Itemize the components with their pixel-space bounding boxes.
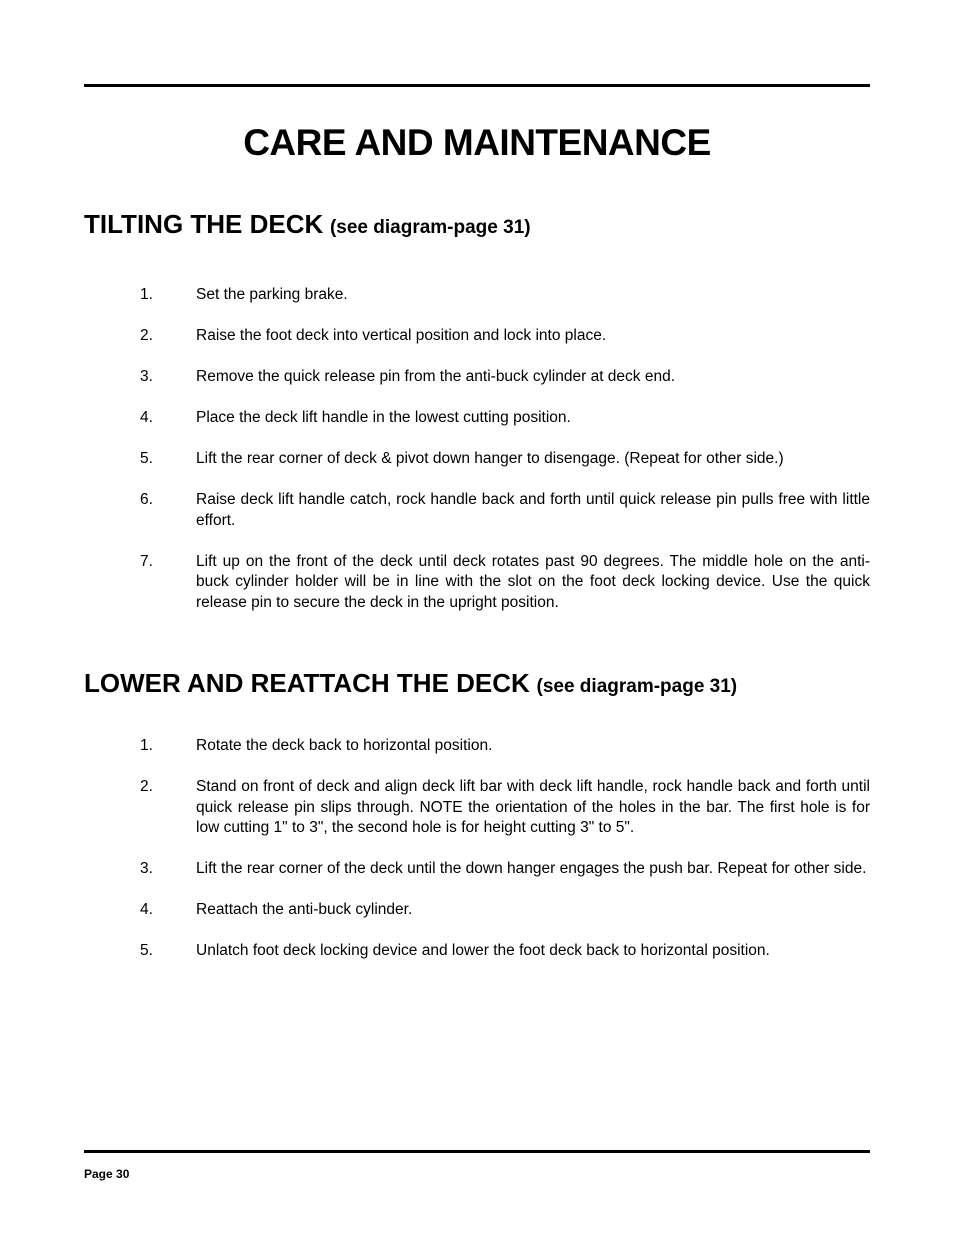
list-item [140,900,870,921]
list-item [140,941,870,962]
step-number: 4. [140,409,153,426]
section-title: TILTING THE DECK [84,209,324,239]
step-number: 4. [140,901,153,918]
tilting-steps-list [140,285,870,634]
step-number: 1. [140,286,153,303]
list-item [140,490,870,531]
list-item [140,285,870,306]
step-text: Remove the quick release pin from the anti-buck cylinder at deck end. [196,368,676,385]
step-text: Set the parking brake. [196,286,348,303]
step-number: 5. [140,942,153,959]
top-rule [84,84,870,87]
section-heading-lower-reattach [84,667,737,703]
list-item [140,859,870,880]
step-number: 3. [140,860,153,877]
section-subtitle: (see diagram-page 31) [536,676,738,697]
step-text: Rotate the deck back to horizontal position. [196,737,493,754]
step-text: Reattach the anti-buck cylinder. [196,901,413,918]
list-item [140,777,870,839]
page-title: CARE AND MAINTENANCE [243,122,711,163]
step-number: 7. [140,552,153,570]
reattach-steps-list [140,736,870,982]
step-number: 3. [140,368,153,385]
step-number: 2. [140,327,153,344]
section-title: LOWER AND REATTACH THE DECK [84,668,530,698]
list-item [140,367,870,388]
list-item [140,449,870,470]
step-text: Lift up on the front of the deck until deck rotates past 90 degrees. The middle hole on the anti-buck cylinder holder will be in line with the slot on the foot deck locking device. Use the quick release pin to secure the deck in the upright position. [196,552,870,611]
step-number: 2. [140,778,153,795]
section-subtitle: (see diagram-page 31) [329,217,531,238]
section-heading-tilting [84,208,531,244]
step-text: Raise the foot deck into vertical position and lock into place. [196,327,607,344]
step-text: Raise deck lift handle catch, rock handle back and forth until quick release pin pulls free with little effort. [196,491,870,529]
step-text: Unlatch foot deck locking device and lower the foot deck back to horizontal position. [196,942,770,959]
list-item [140,408,870,429]
step-text: Lift the rear corner of the deck until the down hanger engages the push bar. Repeat for other side. [196,860,867,877]
step-number: 6. [140,491,153,508]
step-text: Place the deck lift handle in the lowest cutting position. [196,409,571,426]
list-item [140,552,870,614]
step-text: Stand on front of deck and align deck lift bar with deck lift handle, rock handle back and forth until quick release pin slips through. NOTE the orientation of the holes in the bar. The first hole is for low cutting 1" to 3", the second hole is for height cutting 3" to 5". [196,778,870,836]
list-item [140,736,870,757]
step-number: 5. [140,450,153,467]
page-number: Page 30 [84,1167,130,1181]
bottom-rule [84,1150,870,1153]
step-text: Lift the rear corner of deck & pivot down hanger to disengage. (Repeat for other side.) [196,450,784,467]
list-item [140,326,870,347]
step-number: 1. [140,737,153,754]
